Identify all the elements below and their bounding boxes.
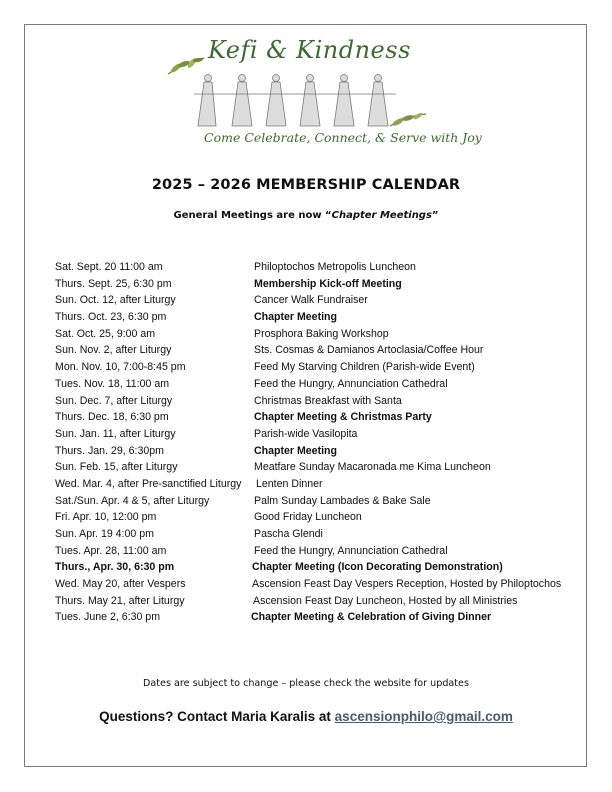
event-date: Tues. June 2, 6:30 pm [55,611,161,624]
event-row [55,478,585,495]
event-name: Palm Sunday Lambades & Bake Sale [254,494,431,507]
event-name: Ascension Feast Day Luncheon, Hosted by all Ministries [253,594,518,607]
event-name: Chapter Meeting & Celebration of Giving Dinner [251,611,492,624]
event-date: Sun. Apr. 19 4:00 pm [55,528,154,540]
event-list [55,261,585,628]
event-name: Parish-wide Vasilopita [254,427,358,440]
event-name: Lenten Dinner [256,477,323,490]
event-name: Sts. Cosmas & Damianos Artoclasia/Coffee Hour [254,344,484,357]
event-date: Mon. Nov. 10, 7:00-8:45 pm [55,361,186,374]
event-row [55,395,585,412]
contact-prefix: Questions? Contact Maria Karalis at [99,709,335,724]
event-name: Membership Kick-off Meeting [254,277,402,290]
event-date: Sat. Oct. 25, 9:00 am [55,327,156,340]
logo-tagline: Come Celebrate, Connect, & Serve with Joy [204,130,482,145]
event-row [55,411,585,428]
event-date: Sun. Dec. 7, after Liturgy [55,394,173,407]
event-row [55,578,585,595]
event-row [55,311,585,328]
event-name: Prosphora Baking Workshop [254,327,389,340]
event-name: Christmas Breakfast with Santa [254,394,402,407]
event-date: Wed. Mar. 4, after Pre-sanctified Liturgy [55,477,242,490]
event-date: Sat. Sept. 20 11:00 am [55,261,163,273]
event-date: Sat./Sun. Apr. 4 & 5, after Liturgy [55,494,210,507]
event-row [55,294,585,311]
event-row [55,561,585,578]
event-row [55,278,585,295]
event-date: Sun. Feb. 15, after Liturgy [55,461,178,474]
event-date: Sun. Nov. 2, after Liturgy [55,344,172,357]
subtitle-prefix: General Meetings are now “ [173,210,332,221]
disclaimer-note: Dates are subject to change – please check the website for updates [143,678,469,689]
event-row [55,545,585,562]
page-title: 2025 – 2026 MEMBERSHIP CALENDAR [151,177,461,193]
event-date: Fri. Apr. 10, 12:00 pm [55,511,157,524]
event-row [55,528,585,545]
event-name: Feed the Hungry, Annunciation Cathedral [254,377,448,390]
event-name: Pascha Glendi [254,528,323,540]
event-name: Feed the Hungry, Annunciation Cathedral [254,544,448,557]
subtitle-emphasis: Chapter Meetings [331,210,432,221]
event-row [55,461,585,478]
event-date: Tues. Nov. 18, 11:00 am [55,377,170,390]
olive-branch-icon [388,110,428,130]
event-name: Chapter Meeting [254,444,337,457]
event-row [55,495,585,512]
event-row [55,611,585,628]
dancing-women-icon [190,72,400,128]
event-date: Thurs. Jan. 29, 6:30pm [55,444,164,457]
event-name: Chapter Meeting & Christmas Party [254,411,432,424]
event-row [55,261,585,278]
page-subtitle [0,210,612,221]
contact-line [0,709,612,724]
event-name: Feed My Starving Children (Parish-wide Event) [254,361,475,374]
event-row [55,511,585,528]
event-date: Thurs., Apr. 30, 6:30 pm [55,561,175,574]
event-row [55,378,585,395]
event-row [55,445,585,462]
event-row [55,595,585,612]
event-date: Thurs. Sept. 25, 6:30 pm [55,277,172,290]
event-name: Chapter Meeting [254,311,337,324]
event-date: Wed. May 20, after Vespers [55,578,186,591]
logo-title: Kefi & Kindness [208,36,411,64]
event-row [55,428,585,445]
event-date: Thurs. Oct. 23, 6:30 pm [55,311,167,324]
event-date: Tues. Apr. 28, 11:00 am [55,544,167,557]
event-date: Sun. Jan. 11, after Liturgy [55,427,176,440]
event-name: Chapter Meeting (Icon Decorating Demonstration) [252,561,503,574]
event-name: Cancer Walk Fundraiser [254,294,368,307]
event-name: Philoptochos Metropolis Luncheon [254,261,416,273]
event-row [55,344,585,361]
event-name: Ascension Feast Day Vespers Reception, Hosted by Philoptochos [252,578,562,591]
subtitle-suffix: ” [431,210,439,221]
event-date: Thurs. Dec. 18, 6:30 pm [55,411,169,424]
event-date: Thurs. May 21, after Liturgy [55,594,185,607]
event-row [55,328,585,345]
event-row [55,361,585,378]
logo [160,34,482,156]
event-date: Sun. Oct. 12, after Liturgy [55,294,176,307]
event-name: Meatfare Sunday Macaronada me Kima Luncheon [254,461,491,474]
email-link[interactable]: ascensionphilo@gmail.com [334,709,513,724]
event-name: Good Friday Luncheon [254,511,362,524]
